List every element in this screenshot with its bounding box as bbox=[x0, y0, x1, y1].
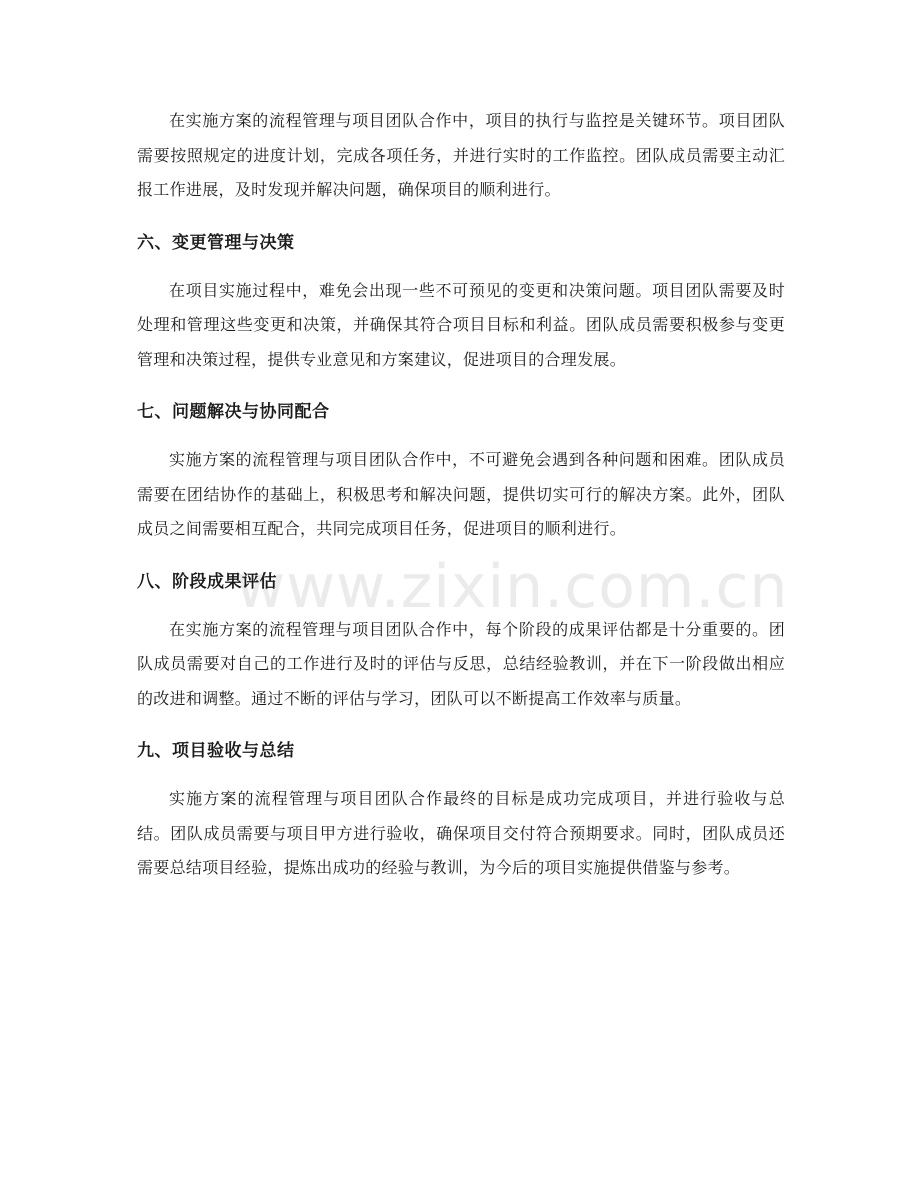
document-body bbox=[137, 104, 785, 886]
heading-change-management: 六、变更管理与决策 bbox=[137, 232, 295, 253]
heading-stage-evaluation: 八、阶段成果评估 bbox=[137, 571, 277, 592]
paragraph-problem-solving: 实施方案的流程管理与项目团队合作中，不可避免会遇到各种问题和困难。团队成员需要在团结协作的基础上，积极思考和解决问题，提供切实可行的解决方案。此外，团队成员之间需要相互配合，共同完成项目任务，促进项目的顺利进行。 bbox=[137, 450, 785, 538]
paragraph-change-management: 在项目实施过程中，难免会出现一些不可预见的变更和决策问题。项目团队需要及时处理和管理这些变更和决策，并确保其符合项目目标和利益。团队成员需要积极参与变更管理和决策过程，提供专业意见和方案建议，促进项目的合理发展。 bbox=[137, 280, 785, 369]
heading-problem-solving: 七、问题解决与协同配合 bbox=[137, 402, 330, 422]
watermark: www.zixin.com.cn bbox=[236, 552, 789, 622]
paragraph-acceptance-summary: 实施方案的流程管理与项目团队合作最终的目标是成功完成项目，并进行验收与总结。团队成员需要与项目甲方进行验收，确保项目交付符合预期要求。同时，团队成员还需要总结项目经验，提炼出成功的经验与教训，为今后的项目实施提供借鉴与参考。 bbox=[137, 789, 785, 877]
paragraph-execution-monitoring: 在实施方案的流程管理与项目团队合作中，项目的执行与监控是关键环节。项目团队需要按照规定的进度计划，完成各项任务，并进行实时的工作监控。团队成员需要主动汇报工作进展，及时发现并解决问题，确保项目的顺利进行。 bbox=[137, 111, 785, 199]
paragraph-stage-evaluation: 在实施方案的流程管理与项目团队合作中，每个阶段的成果评估都是十分重要的。团队成员需要对自己的工作进行及时的评估与反思，总结经验教训，并在下一阶段做出相应的改进和调整。通过不断的评估与学习，团队可以不断提高工作效率与质量。 bbox=[137, 619, 785, 708]
heading-acceptance-summary: 九、项目验收与总结 bbox=[137, 741, 295, 761]
